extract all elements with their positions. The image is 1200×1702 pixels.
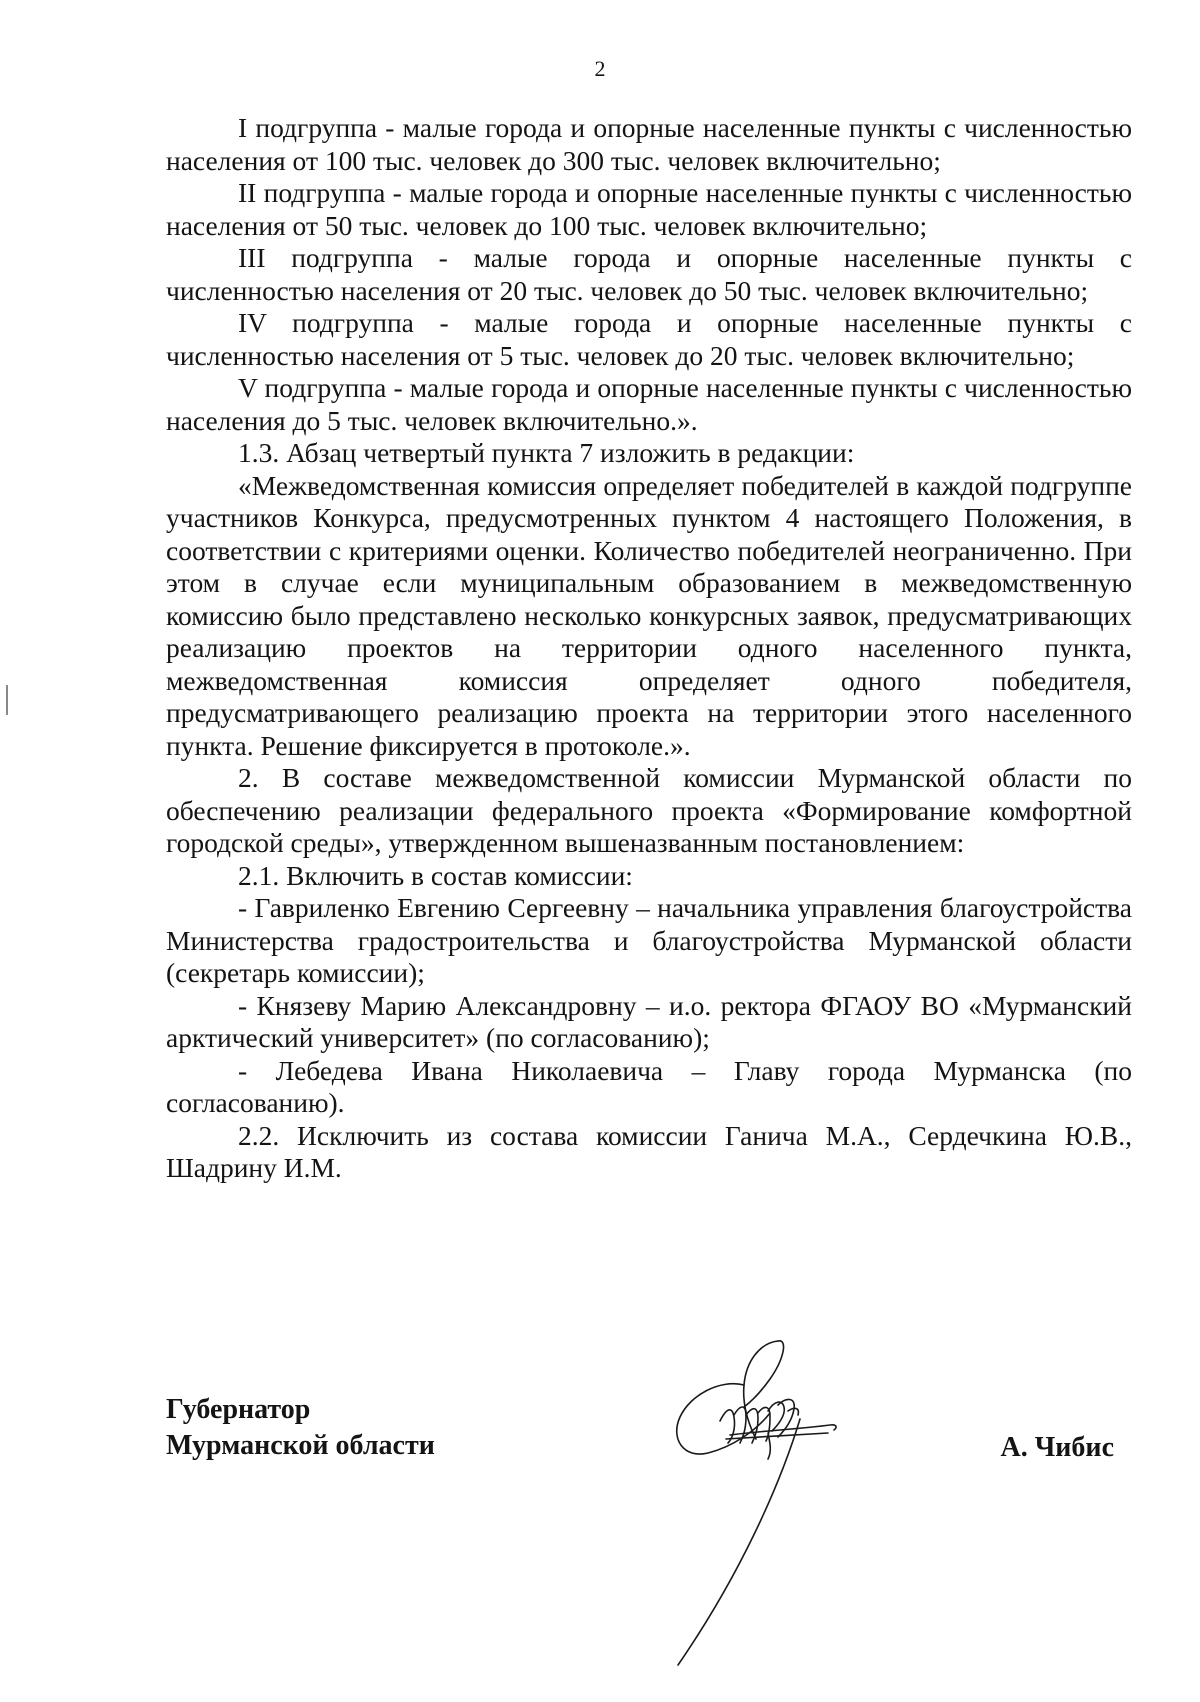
paragraph-item-2-1: 2.1. Включить в состав комиссии: — [238, 859, 633, 891]
signatory-title — [166, 1392, 435, 1464]
paragraph-subgroup-2: II подгруппа - малые города и опорные населенные пункты с численностью населения от 50 тыс. человек до 100 тыс. человек включительно; — [166, 177, 1132, 241]
handwritten-signature — [660, 1335, 920, 1675]
paragraph-subgroup-3: III подгруппа - малые города и опорные населенные пункты с численностью населения от 20 тыс. человек до 50 тыс. человек включительно; — [166, 242, 1132, 306]
signatory-title-line2: Мурманской области — [166, 1430, 435, 1461]
paragraph-subgroup-1: I подгруппа - малые города и опорные населенные пункты с численностью населения от 100 тыс. человек до 300 тыс. человек включительно; — [166, 112, 1132, 176]
signatory-title-line1: Губернатор — [166, 1394, 311, 1425]
paragraph-member-gavrilenko: - Гавриленко Евгению Сергеевну – начальника управления благоустройства Министерства градостроительства и благоустройства Мурманской области (секретарь комиссии); — [166, 892, 1132, 988]
paragraph-item-2-2: 2.2. Исключить из состава комиссии Ганича М.А., Сердечкина Ю.В., Шадрину И.М. — [166, 1119, 1132, 1183]
paragraph-subgroup-5: V подгруппа - малые города и опорные населенные пункты с численностью населения до 5 тыс. человек включительно.». — [166, 372, 1132, 436]
margin-mark — [6, 685, 8, 715]
paragraph-member-knyazeva: - Князеву Марию Александровну – и.о. ректора ФГАОУ ВО «Мурманский арктический университет» (по согласованию); — [166, 989, 1132, 1053]
paragraph-subgroup-4: IV подгруппа - малые города и опорные населенные пункты с численностью населения от 5 тыс. человек до 20 тыс. человек включительно; — [166, 307, 1132, 371]
document-body — [166, 112, 1132, 1185]
page-number: 2 — [594, 56, 606, 81]
paragraph-item-1-3: 1.3. Абзац четвертый пункта 7 изложить в редакции: — [238, 437, 855, 468]
paragraph-member-lebedev: - Лебедева Ивана Николаевича – Главу города Мурманска (по согласованию). — [166, 1054, 1132, 1118]
paragraph-item-2: 2. В составе межведомственной комиссии Мурманской области по обеспечению реализации федерального проекта «Формирование комфортной городской среды», утвержденном вышеназванным постановлением: — [166, 762, 1132, 858]
paragraph-commission-quote: «Межведомственная комиссия определяет победителей в каждой подгруппе участников Конкурса, предусмотренных пунктом 4 настоящего Положения, в соответствии с критериями оценки. Количество победителей неограниченно. При этом в случае если муниципальным образованием в межведомственную комиссию было представлено несколько конкурсных заявок, предусматривающих реализацию проектов на территории одного населенного пункта, межведомственная комиссия определяет одного победителя, предусматривающего реализацию проекта на территории этого населенного пункта. Решение фиксируется в протоколе.». — [166, 469, 1132, 761]
signatory-name: А. Чибис — [1000, 1432, 1114, 1463]
